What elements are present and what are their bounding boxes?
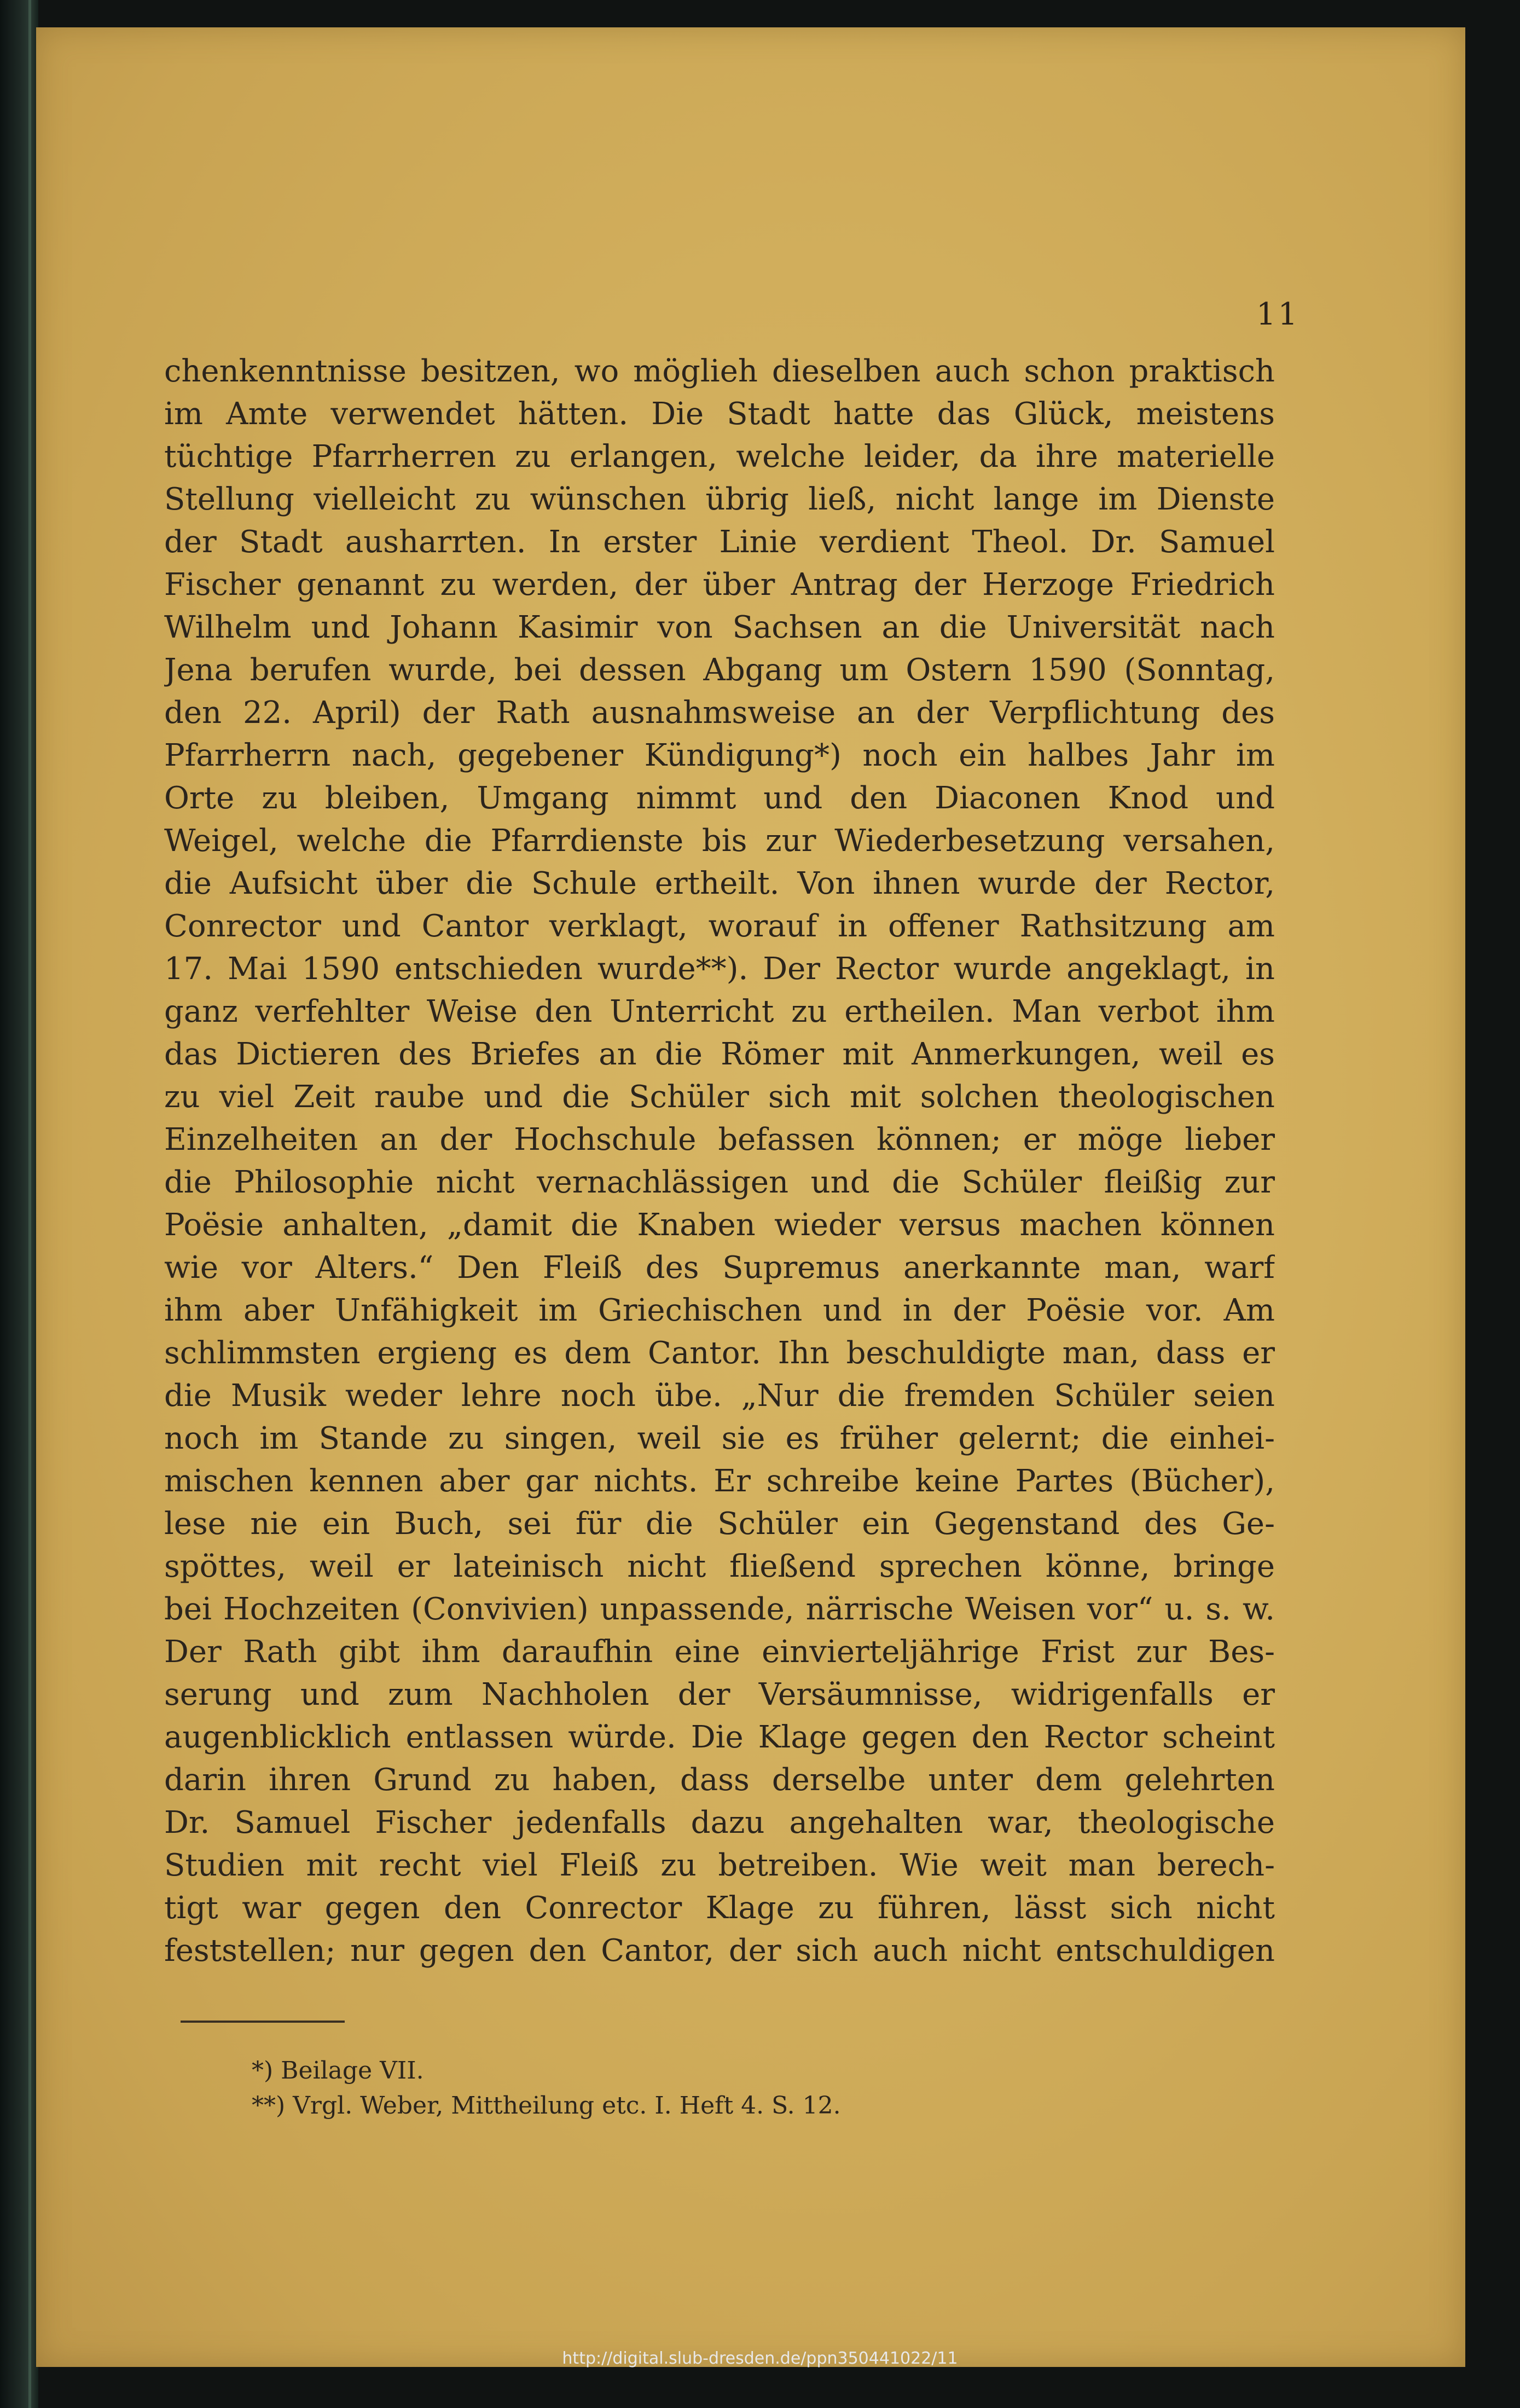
source-url: http://digital.slub-dresden.de/ppn350441022/11 <box>562 2349 958 2368</box>
footnotes <box>252 2053 1072 2123</box>
text-line: 17. Mai 1590 entschieden wurde**). Der Rector wurde angeklagt, in <box>164 951 1275 987</box>
text-line: zu viel Zeit raube und die Schüler sich mit solchen theologischen <box>164 1079 1275 1115</box>
footnote: **) Vrgl. Weber, Mittheilung etc. I. Heft 4. S. 12. <box>252 2092 841 2120</box>
text-line: schlimmsten ergieng es dem Cantor. Ihn beschuldigte man, dass er <box>164 1335 1275 1371</box>
text-line: ganz verfehlter Weise den Unterricht zu ertheilen. Man verbot ihm <box>164 994 1275 1029</box>
text-line: im Amte verwendet hätten. Die Stadt hatte das Glück, meistens <box>164 396 1275 432</box>
text-line: bei Hochzeiten (Convivien) unpassende, närrische Weisen vor“ u. s. w. <box>164 1591 1275 1627</box>
text-line: Pfarrherrn nach, gegebener Kündigung*) noch ein halbes Jahr im <box>164 738 1275 773</box>
text-line: Orte zu bleiben, Umgang nimmt und den Diaconen Knod und <box>164 780 1275 816</box>
text-line: serung und zum Nachholen der Versäumnisse, widrigenfalls er <box>164 1677 1275 1712</box>
text-line: die Musik weder lehre noch übe. „Nur die fremden Schüler seien <box>164 1378 1275 1414</box>
text-line: Poësie anhalten, „damit die Knaben wieder versus machen können <box>164 1207 1275 1243</box>
text-line: tigt war gegen den Conrector Klage zu führen, lässt sich nicht <box>164 1890 1275 1926</box>
text-line: Einzelheiten an der Hochschule befassen können; er möge lieber <box>164 1122 1275 1157</box>
text-line: feststellen; nur gegen den Cantor, der sich auch nicht entschuldigen <box>164 1933 1275 1969</box>
text-line: lese nie ein Buch, sei für die Schüler ein Gegenstand des Ge- <box>164 1506 1275 1542</box>
text-line: Dr. Samuel Fischer jedenfalls dazu angehalten war, theologische <box>164 1805 1275 1840</box>
text-line: den 22. April) der Rath ausnahmsweise an der Verpflichtung des <box>164 695 1275 731</box>
text-line: wie vor Alters.“ Den Fleiß des Supremus anerkannte man, warf <box>164 1250 1275 1286</box>
footnote: *) Beilage VII. <box>252 2057 424 2085</box>
text-line: Studien mit recht viel Fleiß zu betreiben. Wie weit man berech- <box>164 1848 1275 1883</box>
text-line: mischen kennen aber gar nichts. Er schreibe keine Partes (Bücher), <box>164 1463 1275 1499</box>
text-line: die Aufsicht über die Schule ertheilt. Von ihnen wurde der Rector, <box>164 866 1275 901</box>
text-line: chenkenntnisse besitzen, wo möglieh dieselben auch schon praktisch <box>164 354 1275 389</box>
text-line: Jena berufen wurde, bei dessen Abgang um Ostern 1590 (Sonntag, <box>164 652 1275 688</box>
text-line: der Stadt ausharrten. In erster Linie verdient Theol. Dr. Samuel <box>164 524 1275 560</box>
text-line: tüchtige Pfarrherren zu erlangen, welche leider, da ihre materielle <box>164 439 1275 474</box>
text-line: spöttes, weil er lateinisch nicht fließend sprechen könne, bringe <box>164 1549 1275 1584</box>
footnote-divider <box>181 2021 345 2023</box>
text-line: das Dictieren des Briefes an die Römer mit Anmerkungen, weil es <box>164 1037 1275 1072</box>
body-text <box>164 350 1275 1972</box>
page-number: 11 <box>1256 297 1300 332</box>
binding-edge <box>28 0 31 2408</box>
text-line: augenblicklich entlassen würde. Die Klage gegen den Rector scheint <box>164 1720 1275 1755</box>
text-line: Conrector und Cantor verklagt, worauf in offener Rathsitzung am <box>164 908 1275 944</box>
text-line: Der Rath gibt ihm daraufhin eine einvierteljährige Frist zur Bes- <box>164 1634 1275 1670</box>
text-line: die Philosophie nicht vernachlässigen und die Schüler fleißig zur <box>164 1165 1275 1200</box>
text-line: ihm aber Unfähigkeit im Griechischen und in der Poësie vor. Am <box>164 1293 1275 1328</box>
text-line: darin ihren Grund zu haben, dass derselbe unter dem gelehrten <box>164 1762 1275 1798</box>
text-line: Weigel, welche die Pfarrdienste bis zur Wiederbesetzung versahen, <box>164 823 1275 859</box>
text-line: noch im Stande zu singen, weil sie es früher gelernt; die einhei- <box>164 1421 1275 1456</box>
text-line: Fischer genannt zu werden, der über Antrag der Herzoge Friedrich <box>164 567 1275 603</box>
text-line: Wilhelm und Johann Kasimir von Sachsen an die Universität nach <box>164 610 1275 645</box>
text-line: Stellung vielleicht zu wünschen übrig ließ, nicht lange im Dienste <box>164 482 1275 517</box>
book-binding <box>0 0 38 2408</box>
